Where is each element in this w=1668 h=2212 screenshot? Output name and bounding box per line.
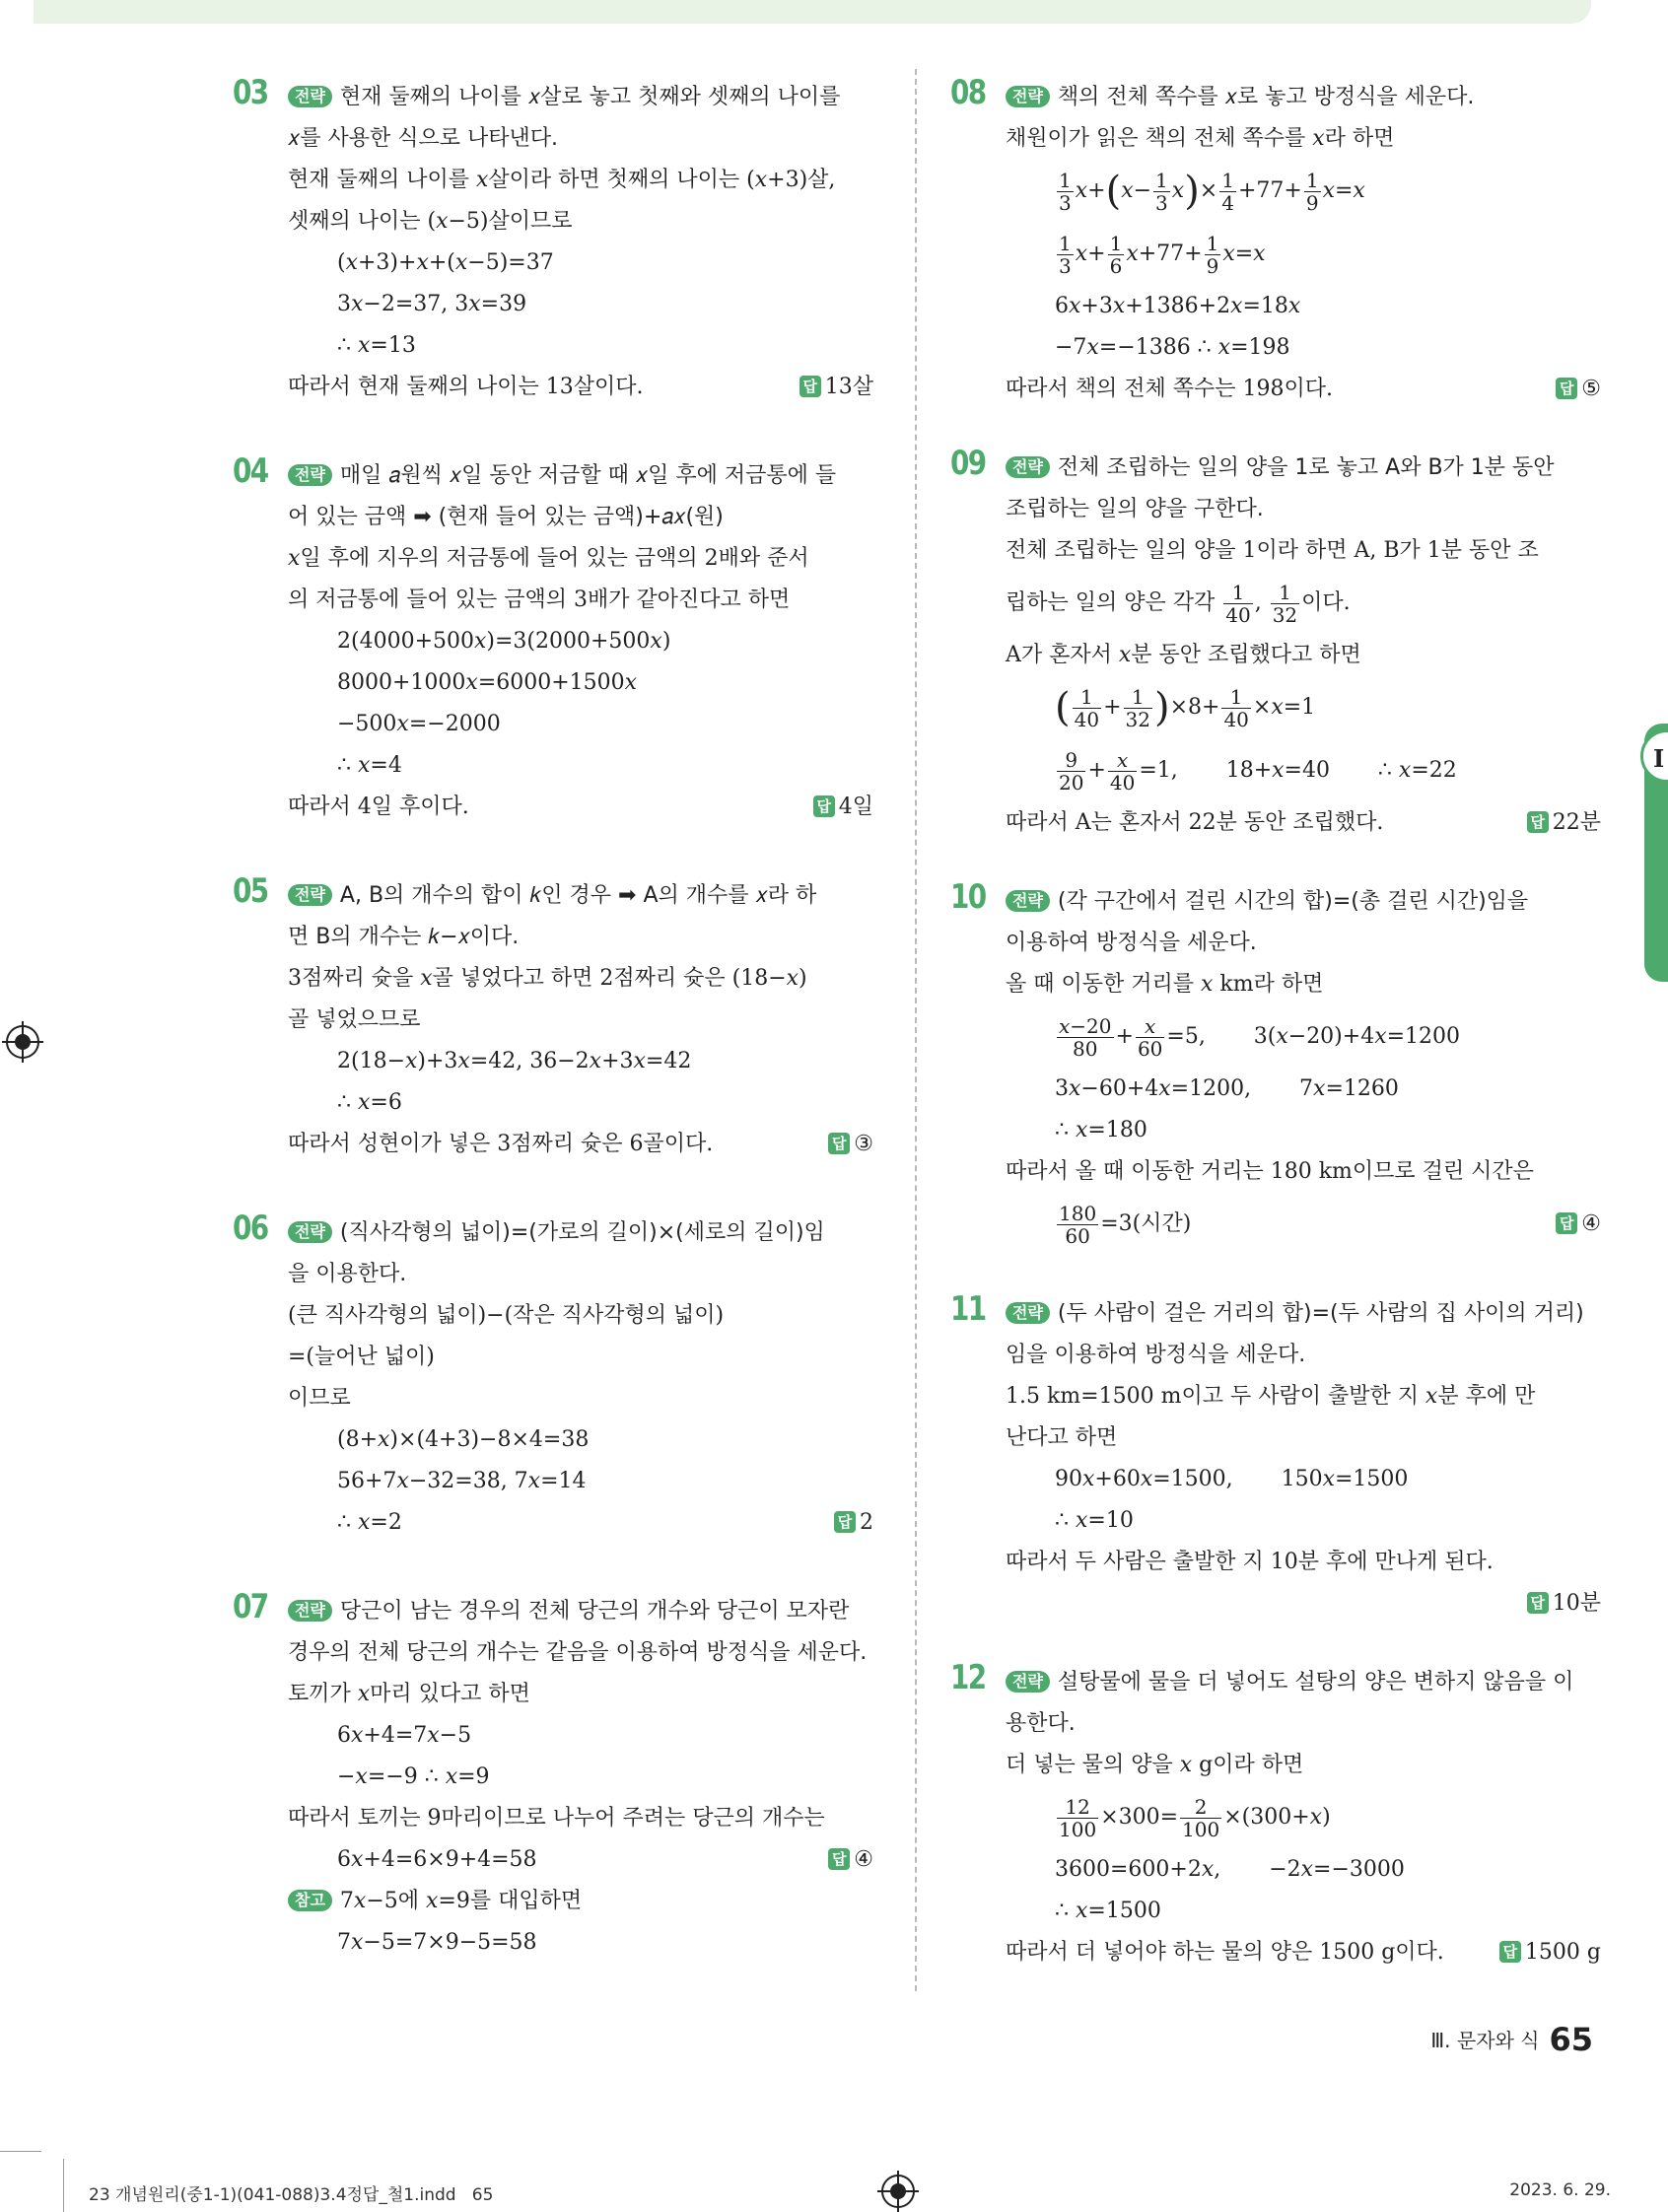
- answer-icon: 답: [1499, 1941, 1521, 1963]
- strategy-line: 𝑥를 사용한 식으로 나타낸다.: [288, 126, 558, 151]
- fraction: $\frac{1}{4}$: [1221, 168, 1234, 215]
- answer-icon: 답: [799, 376, 821, 397]
- problem-04: [233, 451, 873, 828]
- conclusion: 따라서 현재 둘째의 나이는 13살이다. 답 13살: [288, 367, 873, 408]
- equation: −500𝑥=−2000: [337, 712, 501, 736]
- chapter-side-tab-label: I: [1640, 729, 1668, 783]
- answer-icon: 답: [828, 1848, 850, 1870]
- text-line: 1.5 km=1500 m이고 두 사람이 출발한 지 𝑥분 후에 만: [1006, 1384, 1536, 1409]
- equation: −𝑥=−9 ∴ 𝑥=9: [337, 1764, 490, 1789]
- equation: 2(4000+500𝑥)=3(2000+500𝑥): [337, 629, 671, 654]
- strategy-badge: 전략: [288, 464, 332, 486]
- equation: 56+7𝑥−32=38, 7𝑥=14: [337, 1469, 587, 1493]
- fraction: $\frac{1}{40}$: [1225, 580, 1251, 627]
- equation: 6𝑥+4=7𝑥−5: [337, 1723, 472, 1748]
- strategy-badge: 전략: [1006, 86, 1050, 107]
- equation: ∴ 𝑥=180: [1055, 1118, 1147, 1142]
- answer: 답 10분: [1527, 1583, 1601, 1624]
- answer: 답 ④: [828, 1839, 873, 1881]
- fraction: $\frac{1}{6}$: [1109, 231, 1123, 278]
- conclusion: 따라서 A는 혼자서 22분 동안 조립했다. 답 22분: [1006, 802, 1601, 844]
- text-line: 현재 둘째의 나이를 𝑥살이라 하면 첫째의 나이는 (𝑥+3)살,: [288, 168, 836, 192]
- strategy-line: 전략 설탕물에 물을 더 넣어도 설탕의 양은 변하지 않음을 이: [1006, 1662, 1601, 1703]
- problem-06: [233, 1209, 873, 1544]
- answer: 답 4일: [813, 787, 873, 828]
- strategy-line: 전략 책의 전체 쪽수를 𝑥로 놓고 방정식을 세운다.: [1006, 77, 1601, 118]
- answer: 답 ③: [828, 1124, 873, 1165]
- problem-number: 09: [950, 444, 986, 483]
- crop-mark: [0, 2151, 41, 2152]
- strategy-line: 경우의 전체 당근의 개수는 같음을 이용하여 방정식을 세운다.: [288, 1640, 868, 1665]
- answer-line: [1006, 1583, 1601, 1624]
- text-line: 올 때 이동한 거리를 𝑥 km라 하면: [1006, 972, 1324, 997]
- strategy-line: 이용하여 방정식을 세운다.: [1006, 931, 1257, 955]
- problem-10: [950, 877, 1601, 1256]
- text-line: 3점짜리 슛을 𝑥골 넣었다고 하면 2점짜리 슛은 (18−𝑥): [288, 966, 807, 991]
- strategy-badge: 전략: [1006, 456, 1050, 478]
- problem-number: 12: [950, 1658, 986, 1697]
- print-info: 23 개념원리(중1-1)(041-088)3.4정답_철1.indd 65: [89, 2185, 494, 2205]
- answer: 답 2: [834, 1502, 873, 1544]
- strategy-line: 조립하는 일의 양을 구한다.: [1006, 497, 1264, 521]
- equation: (𝑥+3)+𝑥+(𝑥−5)=37: [337, 250, 554, 275]
- equation: 6𝑥+3𝑥+1386+2𝑥=18𝑥: [1055, 294, 1301, 318]
- top-color-band: [34, 0, 1591, 24]
- page-number: 65: [1549, 2021, 1593, 2058]
- conclusion: 따라서 토끼는 9마리이므로 나누어 주려는 당근의 개수는: [288, 1806, 825, 1831]
- problem-09: [950, 444, 1601, 844]
- text-line: 채원이가 읽은 책의 전체 쪽수를 𝑥라 하면: [1006, 126, 1395, 151]
- fraction: $\frac{9}{20}$: [1059, 747, 1084, 795]
- conclusion: 따라서 더 넣어야 하는 물의 양은 1500 g이다. 답 1500 g: [1006, 1932, 1601, 1973]
- equation: (8+𝑥)×(4+3)−8×4=38: [337, 1427, 590, 1452]
- fraction: $\frac{1}{32}$: [1272, 580, 1298, 627]
- strategy-badge: 전략: [288, 1221, 332, 1243]
- answer-icon: 답: [1527, 811, 1549, 833]
- equation: $\frac{12}{100}$ ×300= $\frac{2}{100}$ ×(300+𝑥): [1059, 1794, 1331, 1841]
- right-column: [950, 73, 1601, 1973]
- text-line: 난다고 하면: [1006, 1425, 1118, 1450]
- equation: $\frac{1}{3}$ 𝑥+(𝑥− $\frac{1}{3}$ 𝑥)× $\frac{1}{4}$ +77+ $\frac{1}{9}$ 𝑥=𝑥: [1059, 168, 1365, 215]
- strategy-line: 전략 전체 조립하는 일의 양을 1로 놓고 A와 B가 1분 동안: [1006, 448, 1601, 489]
- text-line: A가 혼자서 𝑥분 동안 조립했다고 하면: [1006, 643, 1361, 667]
- note-badge: 참고: [288, 1890, 332, 1911]
- text-line: 의 저금통에 들어 있는 금액의 3배가 같아진다고 하면: [288, 588, 791, 612]
- crop-mark: [63, 2159, 64, 2212]
- conclusion: 따라서 올 때 이동한 거리는 180 km이므로 걸린 시간은: [1006, 1159, 1534, 1184]
- problem-11: [950, 1289, 1601, 1624]
- strategy-badge: 전략: [288, 1600, 332, 1622]
- text-line: 𝑥일 후에 지우의 저금통에 들어 있는 금액의 2배와 준서: [288, 546, 809, 571]
- equation: 3𝑥−2=37, 3𝑥=39: [337, 292, 527, 316]
- strategy-badge: 전략: [1006, 1671, 1050, 1693]
- answer-icon: 답: [1556, 378, 1577, 399]
- problem-12: [950, 1658, 1601, 1973]
- page-footer: [1430, 2021, 1593, 2058]
- fraction: $\frac{1}{40}$: [1074, 684, 1100, 731]
- equation: $\frac{180}{60}$ =3(시간) 답 ④: [1006, 1193, 1601, 1256]
- text-line: 이므로: [288, 1386, 351, 1411]
- strategy-line: 전략 (각 구간에서 걸린 시간의 합)=(총 걸린 시간)임을: [1006, 881, 1601, 923]
- problem-number: 05: [233, 871, 268, 911]
- strategy-badge: 전략: [1006, 1302, 1050, 1324]
- problem-08: [950, 73, 1601, 410]
- strategy-line: 전략 (직사각형의 넓이)=(가로의 길이)×(세로의 길이)임: [288, 1212, 873, 1254]
- fraction: $\frac{1}{9}$: [1206, 231, 1219, 278]
- equation: ( $\frac{1}{40}$ + $\frac{1}{32}$ )×8+ $\frac{1}{40}$ ×𝑥=1: [1055, 684, 1316, 731]
- strategy-line: 임을 이용하여 방정식을 세운다.: [1006, 1343, 1306, 1367]
- equation: ∴ 𝑥=6: [337, 1090, 402, 1115]
- conclusion: 따라서 책의 전체 쪽수는 198이다. 답 ⑤: [1006, 369, 1601, 410]
- equation: $\frac{\text{𝑥−20}}{80}$ + $\frac{\text{𝑥}}{60}$ =5, 3(𝑥−20)+4𝑥=1200: [1059, 1013, 1461, 1061]
- strategy-badge: 전략: [1006, 890, 1050, 912]
- equation: ∴ 𝑥=2 답 2: [288, 1502, 873, 1544]
- problem-number: 11: [950, 1289, 986, 1329]
- strategy-line: 전략 현재 둘째의 나이를 𝑥살로 놓고 첫째와 셋째의 나이를: [288, 77, 873, 118]
- equation: 6𝑥+4=6×9+4=58 답 ④: [288, 1839, 873, 1881]
- problem-number: 10: [950, 877, 986, 917]
- answer-icon: 답: [813, 795, 835, 817]
- fraction: $\frac{1}{3}$: [1059, 168, 1072, 215]
- equation: ∴ 𝑥=4: [337, 753, 402, 778]
- strategy-line: 용한다.: [1006, 1711, 1076, 1736]
- text-line: (큰 직사각형의 넓이)−(작은 직사각형의 넓이): [288, 1303, 725, 1328]
- registration-mark-icon: [6, 1025, 39, 1059]
- strategy-line: 어 있는 금액 ➡ (현재 들어 있는 금액)+𝑎𝑥(원): [288, 505, 724, 529]
- fraction: $\frac{1}{32}$: [1125, 684, 1150, 731]
- conclusion: 따라서 성현이가 넣은 3점짜리 슛은 6골이다. 답 ③: [288, 1124, 873, 1165]
- problem-03: [233, 73, 873, 408]
- text-line: 골 넣었으므로: [288, 1007, 421, 1032]
- answer: 답 ⑤: [1556, 369, 1601, 410]
- equation: 3𝑥−60+4𝑥=1200, 7𝑥=1260: [1055, 1076, 1399, 1101]
- equation: ∴ 𝑥=10: [1055, 1508, 1134, 1533]
- text-line: 토끼가 𝑥마리 있다고 하면: [288, 1682, 530, 1706]
- problem-number: 08: [950, 73, 986, 112]
- strategy-line: 전략 매일 𝑎원씩 𝑥일 동안 저금할 때 𝑥일 후에 저금통에 들: [288, 455, 873, 497]
- equation: 3600=600+2𝑥, −2𝑥=−3000: [1055, 1857, 1405, 1882]
- fraction: $\frac{180}{60}$: [1059, 1201, 1097, 1248]
- strategy-badge: 전략: [288, 86, 332, 107]
- text-line: 셋째의 나이는 (𝑥−5)살이므로: [288, 209, 573, 234]
- fraction: $\frac{\text{𝑥}}{40}$: [1109, 747, 1136, 795]
- fraction: $\frac{2}{100}$: [1182, 1794, 1220, 1841]
- problem-05: [233, 871, 873, 1165]
- problem-number: 03: [233, 73, 268, 112]
- conclusion: 따라서 4일 후이다. 답 4일: [288, 787, 873, 828]
- problem-number: 06: [233, 1209, 268, 1248]
- equation: ∴ 𝑥=1500: [1055, 1899, 1161, 1923]
- problem-number: 04: [233, 451, 268, 491]
- equation: 2(18−𝑥)+3𝑥=42, 36−2𝑥+3𝑥=42: [337, 1049, 692, 1073]
- registration-mark-icon: [881, 2175, 915, 2208]
- equation: 90𝑥+60𝑥=1500, 150𝑥=1500: [1055, 1467, 1409, 1491]
- fraction: $\frac{1}{3}$: [1155, 168, 1168, 215]
- fraction: $\frac{\text{𝑥−20}}{80}$: [1059, 1013, 1112, 1061]
- text-line: 립하는 일의 양은 각각 $\frac{1}{40}$ , $\frac{1}{32}$ 이다.: [1006, 580, 1351, 627]
- fraction: $\frac{\text{𝑥}}{60}$: [1137, 1013, 1163, 1061]
- text-line: 전체 조립하는 일의 양을 1이라 하면 A, B가 1분 동안 조: [1006, 538, 1539, 563]
- problem-number: 07: [233, 1587, 268, 1626]
- equation: ∴ 𝑥=13: [337, 333, 416, 358]
- equation: $\frac{9}{20}$ + $\frac{\text{𝑥}}{40}$ =1, 18+𝑥=40 ∴ 𝑥=22: [1059, 747, 1457, 795]
- problem-07: [233, 1587, 873, 1964]
- strategy-line: 전략 A, B의 개수의 합이 𝑘인 경우 ➡ A의 개수를 𝑥라 하: [288, 875, 873, 917]
- fraction: $\frac{1}{9}$: [1305, 168, 1319, 215]
- answer-icon: 답: [834, 1511, 856, 1533]
- text-line: =(늘어난 넓이): [288, 1345, 435, 1369]
- equation: $\frac{1}{3}$ 𝑥+ $\frac{1}{6}$ 𝑥+77+ $\frac{1}{9}$ 𝑥=𝑥: [1059, 231, 1266, 278]
- left-column: [233, 73, 873, 1964]
- text-line: 더 넣는 물의 양을 𝑥 g이라 하면: [1006, 1753, 1304, 1777]
- strategy-badge: 전략: [288, 884, 332, 906]
- equation: 7𝑥−5=7×9−5=58: [337, 1930, 537, 1955]
- answer: 답 13살: [799, 367, 873, 408]
- note-line: 참고 7𝑥−5에 𝑥=9를 대입하면: [288, 1881, 873, 1922]
- answer: 답 ④: [1556, 1193, 1601, 1256]
- fraction: $\frac{12}{100}$: [1059, 1794, 1097, 1841]
- chapter-title: Ⅲ. 문자와 식: [1430, 2029, 1540, 2052]
- fraction: $\frac{1}{3}$: [1059, 231, 1072, 278]
- strategy-line: 전략 당근이 남는 경우의 전체 당근의 개수와 당근이 모자란: [288, 1591, 873, 1632]
- fraction: $\frac{1}{40}$: [1223, 684, 1249, 731]
- equation: −7𝑥=−1386 ∴ 𝑥=198: [1055, 335, 1290, 360]
- print-date: 2023. 6. 29.: [1509, 2180, 1611, 2200]
- strategy-line: 을 이용한다.: [288, 1262, 407, 1286]
- column-divider: [915, 69, 917, 1991]
- answer: 답 22분: [1527, 802, 1601, 844]
- answer-icon: 답: [1527, 1592, 1549, 1614]
- answer-icon: 답: [828, 1133, 850, 1154]
- equation: 8000+1000𝑥=6000+1500𝑥: [337, 670, 638, 695]
- conclusion: 따라서 두 사람은 출발한 지 10분 후에 만나게 된다.: [1006, 1550, 1494, 1574]
- strategy-line: 면 B의 개수는 𝑘−𝑥이다.: [288, 925, 520, 949]
- answer: 답 1500 g: [1499, 1932, 1601, 1973]
- strategy-line: 전략 (두 사람이 걸은 거리의 합)=(두 사람의 집 사이의 거리): [1006, 1293, 1601, 1335]
- answer-icon: 답: [1556, 1212, 1577, 1234]
